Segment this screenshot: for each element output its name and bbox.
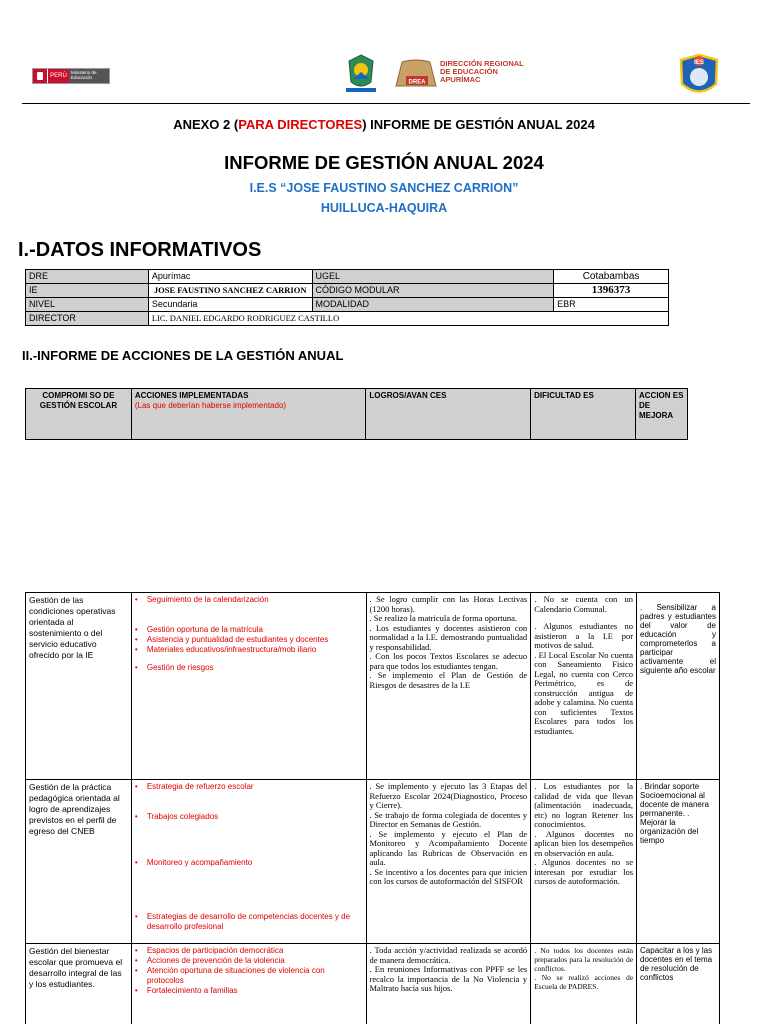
header-divider: [22, 103, 750, 104]
achievement-item: . Se logro cumplir con las Horas Lectivas (1200 horas).: [369, 594, 528, 614]
nivel-value: Secundaria: [148, 298, 312, 312]
school-name: I.E.S “JOSE FAUSTINO SANCHEZ CARRION”: [249, 181, 519, 195]
annex-prefix: ANEXO 2 (: [173, 117, 239, 132]
achievement-item: . En reuniones Informativas con PPFF se les recalco la importancia de la No Violencia y Maltrato hacia sus hijos.: [369, 964, 528, 993]
achievement-item: . Toda acción y/actividad realizada se acordó de manera democrática.: [369, 945, 528, 965]
section1-title: I.-DATOS INFORMATIVOS: [18, 239, 262, 261]
info-row-nivel: [26, 298, 669, 312]
drea-title: [440, 60, 524, 84]
actions-cell: [131, 780, 366, 944]
improvement-item: Capacitar a los y las docentes en el tema de resolución de conflictos: [640, 946, 713, 982]
difficulty-item: . Algunos estudiantes no asistieron a la I.E por motivos de salud.: [534, 621, 634, 650]
ies-badge: IES: [694, 60, 704, 66]
drea-badge: DREA: [408, 79, 426, 86]
action-item: • Fortalecimiento a familias: [135, 986, 363, 996]
achievement-item: . Con los pocos Textos Escolares se adecuo para que todos los estudiantes tengan.: [369, 651, 528, 671]
achievement-item: . Se incentivo a los docentes para que inicien con los cursos de autoformación del SISFOR: [369, 866, 528, 886]
page-title: INFORME DE GESTIÓN ANUAL 2024: [224, 152, 544, 173]
achievement-item: . Se implemento y ejecuto el Plan de Monitoreo y Acompañamiento Docente aplicando las Rubricas de Observación en aula.: [369, 828, 528, 867]
achievement-item: . Se trabajo de forma colegiada de docentes y Director en Semanas de Gestión.: [369, 809, 528, 829]
header-logos: [0, 0, 768, 104]
ie-label: IE: [26, 284, 149, 298]
achievement-item: . Se implemento y ejecuto las 3 Etapas del Refuerzo Escolar 2024(Diagnostico, Proceso y Cierre).: [369, 781, 528, 810]
actions-table: [25, 592, 720, 1024]
codigo-value: 1396373: [554, 284, 669, 298]
annex-suffix: ) INFORME DE GESTIÓN ANUAL 2024: [362, 117, 595, 132]
director-label: DIRECTOR: [26, 312, 149, 326]
annex-highlight: PARA DIRECTORES: [238, 117, 363, 132]
achievement-item: . Se realizo la matricula de forma oportuna.: [369, 613, 518, 623]
action-item: • Acciones de prevención de la violencia: [135, 956, 363, 966]
dre-value: Apurímac: [148, 270, 312, 284]
drea-line-3: APURÍMAC: [440, 75, 481, 84]
action-item: • Asistencia y puntualidad de estudiantes y docentes: [135, 635, 363, 645]
difficulty-item: . No todos los docentes están preparados para la resolución de conflictos.: [534, 946, 634, 973]
difficulty-item: . El Local Escolar No cuenta con Saneamiento Fisico Legal, no cuenta con Cerco Perimétrico, es de construcción antigua de adobe y calamina. No cuenta con suficientes Textos Escolares para todos los estudiantes.: [534, 649, 634, 736]
annex-title: [0, 117, 768, 132]
achievements-cell: [366, 593, 531, 780]
ies-crest-icon: [676, 52, 722, 102]
achievement-item: . Los estudiantes y docentes asistieron con normalidad a la I.E. demostrando puntualidad y responsabilidad.: [369, 622, 528, 652]
school-place: HUILLUCA-HAQUIRA: [320, 201, 448, 215]
table-row: [26, 944, 720, 1024]
header-compromiso: COMPROMI SO DE GESTIÓN ESCOLAR: [26, 389, 132, 440]
info-row-director: [26, 312, 669, 326]
nivel-label: NIVEL: [26, 298, 149, 312]
ugel-value: Cotabambas: [554, 270, 669, 284]
action-item: • Gestión de riesgos: [135, 663, 363, 673]
actions-cell: [131, 944, 366, 1024]
peru-shield-icon: [33, 69, 47, 83]
difficulty-item: . Algunos docentes no se interesan por estudiar los cursos de autoformación.: [534, 857, 634, 886]
header-acciones: [131, 389, 366, 440]
info-table: [25, 269, 669, 326]
difficulties-cell: [531, 593, 637, 780]
action-item: • Gestión oportuna de la matrícula: [135, 625, 363, 635]
difficulty-item: . Los estudiantes por la calidad de vida que llevan (alimentación inadecuada, etc) no logran Retener los conocimientos.: [534, 781, 634, 829]
header-acciones-note: (Las que deberían haberse implementado): [134, 401, 287, 410]
header-mejora: ACCION ES DE MEJORA: [635, 389, 687, 440]
header-acciones-title: ACCIONES IMPLEMENTADAS: [134, 391, 249, 400]
action-item: • Espacios de participación democrática: [135, 946, 363, 956]
section2-title: II.-INFORME DE ACCIONES DE LA GESTIÓN ANUAL: [22, 348, 344, 363]
info-row-dre: [26, 270, 669, 284]
improvements-cell: [637, 593, 720, 780]
improvement-item: . Brindar soporte Socioemocional al docente de manera permanente. . Mejorar la organización del tiempo: [640, 782, 709, 845]
difficulties-cell: [531, 944, 637, 1024]
difficulty-item: . No se cuenta con un Calendario Comunal.: [534, 594, 634, 614]
actions-cell: [131, 593, 366, 780]
modalidad-label: MODALIDAD: [312, 298, 554, 312]
info-row-ie: [26, 284, 669, 298]
ugel-label: UGEL: [312, 270, 554, 284]
drea-line-2: DE EDUCACIÓN: [440, 67, 498, 76]
table-row: [26, 780, 720, 944]
modalidad-value: EBR: [554, 298, 669, 312]
action-item: • Monitoreo y acompañamiento: [135, 858, 363, 868]
difficulty-item: . No se realizó acciones de Escuela de PADRES.: [534, 973, 634, 991]
peru-label: PERÚ: [47, 69, 69, 83]
header-logros: LOGROS/AVAN CES: [366, 389, 531, 440]
difficulties-cell: [531, 780, 637, 944]
action-item: • Trabajos colegiados: [135, 812, 363, 822]
action-item: • Estrategia de refuerzo escolar: [135, 782, 363, 792]
commitment-cell: Gestión del bienestar escolar que promueva el desarrollo integral de las y los estudiantes.: [26, 944, 132, 1024]
actions-header-table: [25, 388, 688, 440]
gore-apurimac-crest-icon: [340, 52, 382, 94]
improvements-cell: [637, 780, 720, 944]
achievement-item: . Se implemento el Plan de Gestión de Riesgos de desastres de la I.E: [369, 670, 528, 690]
improvements-cell: [637, 944, 720, 1024]
improvement-item: . Sensibilizar a padres y estudiantes del valor de educación y comprometerlos a participar activamente el siguiente año escolar: [640, 603, 716, 675]
header-dificultades: DIFICULTAD ES: [531, 389, 636, 440]
action-item: • Estrategias de desarrollo de competencias docentes y de desarrollo profesional: [135, 912, 363, 932]
commitment-cell: Gestión de las condiciones operativas orientada al sostenimiento o del servicio educativo ofrecido por la IE: [26, 593, 132, 780]
action-item: • Materiales educativos/infraestructura/mob iliario: [135, 645, 363, 655]
drea-line-1: DIRECCIÓN REGIONAL: [440, 59, 524, 68]
action-item: • Atención oportuna de situaciones de violencia con protocolos: [135, 966, 363, 986]
commitment-cell: Gestión de la práctica pedagógica orientada al logro de aprendizajes previstos en el perfil de egreso del CNEB: [26, 780, 132, 944]
ministry-label: Ministerio de Educación: [69, 69, 109, 83]
codigo-label: CÓDIGO MODULAR: [312, 284, 554, 298]
director-value: LIC. DANIEL EDGARDO RODRIGUEZ CASTILLO: [148, 312, 668, 326]
table-row: [26, 593, 720, 780]
minedu-logo: [32, 68, 110, 84]
difficulty-item: . Algunos docentes no aplican bien los desempeños en observación en aula.: [534, 828, 634, 858]
ie-value: JOSE FAUSTINO SANCHEZ CARRION: [148, 284, 312, 298]
dre-label: DRE: [26, 270, 149, 284]
achievements-cell: [366, 944, 531, 1024]
action-item: • Seguimiento de la calendarización: [135, 595, 363, 605]
achievements-cell: [366, 780, 531, 944]
